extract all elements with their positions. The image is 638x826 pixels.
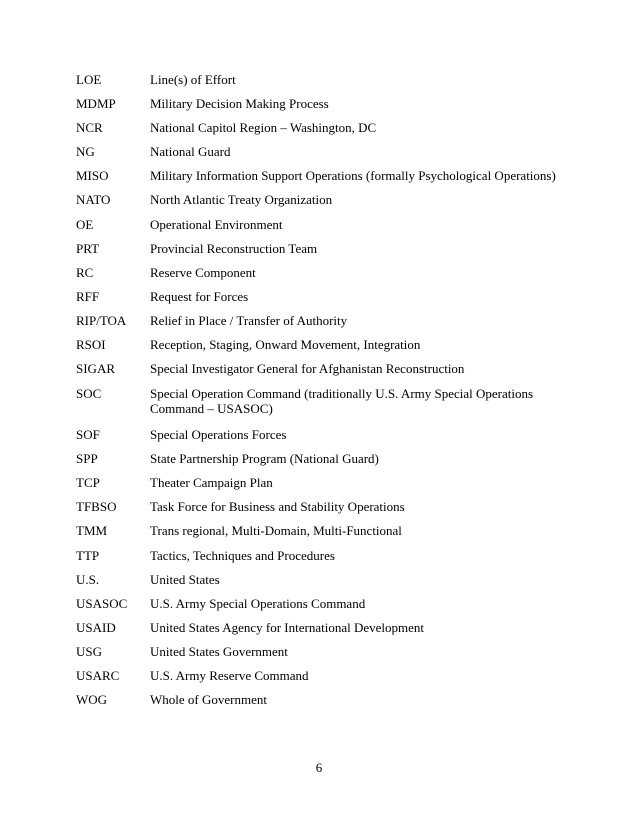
definition-line: United States Agency for International Development [150,620,425,635]
definition [150,596,576,611]
definition-line: Reception, Staging, Onward Movement, Integration [150,337,421,352]
abbreviation: NCR [76,120,103,135]
definition [150,499,576,514]
abbreviation: TCP [76,475,100,490]
definition [150,475,576,490]
glossary-entry [76,668,576,683]
abbreviation: RFF [76,289,100,304]
definition-line: Whole of Government [150,692,267,707]
definition-line: United States Government [150,644,288,659]
glossary-entry [76,572,576,587]
abbreviation: USAID [76,620,116,635]
definition-line: Military Decision Making Process [150,96,329,111]
definition-line: Special Operation Command (traditionally U.S. Army Special Operations [150,386,534,401]
definition-line: U.S. Army Special Operations Command [150,596,366,611]
abbreviation: RIP/TOA [76,313,127,328]
abbreviation: MDMP [76,96,116,111]
glossary-entry [76,499,576,514]
abbreviation: LOE [76,72,102,87]
definition [150,144,576,159]
glossary-entry [76,120,576,135]
definition-line: National Capitol Region – Washington, DC [150,120,377,135]
abbreviation: SIGAR [76,361,116,376]
definition-line: Special Operations Forces [150,427,287,442]
glossary-entry [76,523,576,538]
definition [150,217,576,232]
definition [150,620,576,635]
glossary-entry [76,313,576,328]
abbreviation: U.S. [76,572,100,587]
definition [150,265,576,280]
abbreviation: NG [76,144,95,159]
glossary-entry [76,144,576,159]
definition [150,361,576,376]
definition [150,120,576,135]
abbreviation: WOG [76,692,108,707]
definition-line: Trans regional, Multi-Domain, Multi-Functional [150,523,402,538]
abbreviation: USASOC [76,596,128,611]
definition-line: Relief in Place / Transfer of Authority [150,313,348,328]
definition [150,168,576,183]
definition-line-continued: Command – USASOC) [150,401,273,416]
definition-line: U.S. Army Reserve Command [150,668,309,683]
abbreviation: RC [76,265,94,280]
glossary-entry [76,451,576,466]
glossary-entry [76,361,576,376]
definition [150,192,576,207]
definition [150,313,576,328]
abbreviation: RSOI [76,337,106,352]
definition-line: United States [150,572,220,587]
definition [150,289,576,304]
definition [150,72,576,87]
glossary-entry [76,192,576,207]
definition-line: Operational Environment [150,217,283,232]
abbreviation: NATO [76,192,111,207]
abbreviation: MISO [76,168,109,183]
definition-line: Military Information Support Operations (formally Psychological Operations) [150,168,556,183]
glossary-entry [76,427,576,442]
abbreviation: PRT [76,241,100,256]
glossary-entry [76,692,576,707]
glossary-entry [76,644,576,659]
definition [150,386,576,416]
abbreviation: SPP [76,451,98,466]
definition-line: Tactics, Techniques and Procedures [150,548,335,563]
abbreviation: SOF [76,427,100,442]
glossary-entry [76,265,576,280]
glossary-entry [76,620,576,635]
definition-line: Provincial Reconstruction Team [150,241,318,256]
abbreviation: USG [76,644,103,659]
definition [150,427,576,442]
abbreviation: TFBSO [76,499,117,514]
definition [150,241,576,256]
abbreviation: TMM [76,523,108,538]
definition-line: North Atlantic Treaty Organization [150,192,333,207]
glossary-entry [76,475,576,490]
glossary-entry [76,168,576,183]
glossary-entry [76,217,576,232]
glossary-entry [76,241,576,256]
abbreviation: USARC [76,668,120,683]
definition [150,572,576,587]
definition [150,523,576,538]
abbreviation: SOC [76,386,102,401]
glossary-entry [76,96,576,111]
definition-line: State Partnership Program (National Guard) [150,451,379,466]
definition [150,644,576,659]
definition-line: Theater Campaign Plan [150,475,273,490]
abbreviation: TTP [76,548,100,563]
glossary-entry [76,386,576,416]
definition [150,451,576,466]
glossary-entry [76,337,576,352]
definition-line: Task Force for Business and Stability Operations [150,499,405,514]
definition [150,668,576,683]
definition-line: Reserve Component [150,265,256,280]
glossary-entry [76,596,576,611]
definition [150,692,576,707]
definition-line: Request for Forces [150,289,249,304]
glossary-entry [76,548,576,563]
definition-line: Special Investigator General for Afghanistan Reconstruction [150,361,465,376]
definition-line: Line(s) of Effort [150,72,236,87]
glossary-entry [76,72,576,87]
definition [150,337,576,352]
definition-line: National Guard [150,144,231,159]
definition [150,96,576,111]
abbreviation: OE [76,217,94,232]
glossary-entry [76,289,576,304]
page-number: 6 [315,760,323,775]
definition [150,548,576,563]
